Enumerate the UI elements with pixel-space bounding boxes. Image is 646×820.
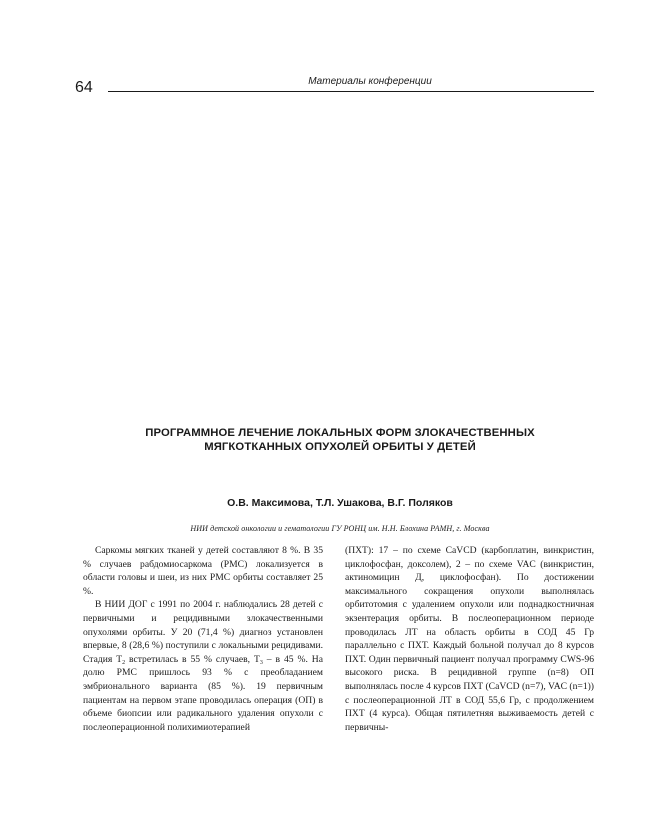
subscript-stage-3: 3 <box>259 659 263 666</box>
left-column <box>83 544 323 734</box>
article-title <box>60 426 620 454</box>
article-title-line-1: ПРОГРАММНОЕ ЛЕЧЕНИЕ ЛОКАЛЬНЫХ ФОРМ ЗЛОКАЧЕСТВЕННЫХ <box>145 427 535 439</box>
paragraph-methods <box>83 598 323 734</box>
paragraph-intro: Саркомы мягких тканей у детей составляют 8 %. В 35 % случаев рабдомиосаркома (РМС) локализуется в области головы и шеи, из них РМС орбиты составляет 25 %. <box>83 545 323 597</box>
subscript-stage-2: 2 <box>122 659 126 666</box>
header-rule <box>108 91 594 92</box>
methods-text-part-3: – в 45 %. На долю РМС пришлось 93 % с преобладанием эмбрионального варианта (85 %). 19 первичным пациентам на первом этапе проводилась операция (ОП) в объеме биопсии или радикального удаления опухоли с послеоперационной полихимиотерапией <box>83 653 323 733</box>
affiliation: НИИ детской онкологии и гематологии ГУ РОНЦ им. Н.Н. Блохина РАМН, г. Москва <box>190 524 490 533</box>
methods-text-part-2: встретилась в 55 % случаев, T <box>125 653 260 665</box>
right-column <box>345 544 594 734</box>
page-number: 64 <box>75 79 93 96</box>
authors: О.В. Максимова, Т.Л. Ушакова, В.Г. Поляков <box>227 497 453 509</box>
article-title-line-2: МЯГКОТКАННЫХ ОПУХОЛЕЙ ОРБИТЫ У ДЕТЕЙ <box>204 441 476 453</box>
paragraph-treatment: (ПХТ): 17 – по схеме CaVCD (карбоплатин, винкристин, циклофосфан, доксолем), 2 – по схеме VAC (винкристин, актиномицин Д, циклофосфан). По достижении максимального сокращения опухоли выполнялась орбитотомия с удалением опухоли или поднадкостничная экзентерация орбиты. В послеоперационном периоде проводилась ЛТ на область орбиты в СОД 45 Гр параллельно с ПХТ. Каждый больной получал до 8 курсов ПХТ. Один первичный пациент получал программу CWS-96 высокого риска. В рецидивной группе (n=8) ОП выполнялась после 4 курсов ПХТ (CaVCD (n=7), VAC (n=1)) с послеоперационной ЛТ в СОД 55,6 Гр, с продолжением ПХТ (4 курса). Общая пятилетняя выживаемость детей с первичны- <box>345 545 595 733</box>
methods-text-part-1: В НИИ ДОГ с 1991 по 2004 г. наблюдались 28 детей с первичными и рецидивными злокачественными опухолями орбиты. У 20 (71,4 %) диагноз установлен впервые, 8 (28,6 %) поступили с локальными рецидивами. Стадия T <box>83 599 323 665</box>
running-header-title: Материалы конференции <box>308 76 432 87</box>
